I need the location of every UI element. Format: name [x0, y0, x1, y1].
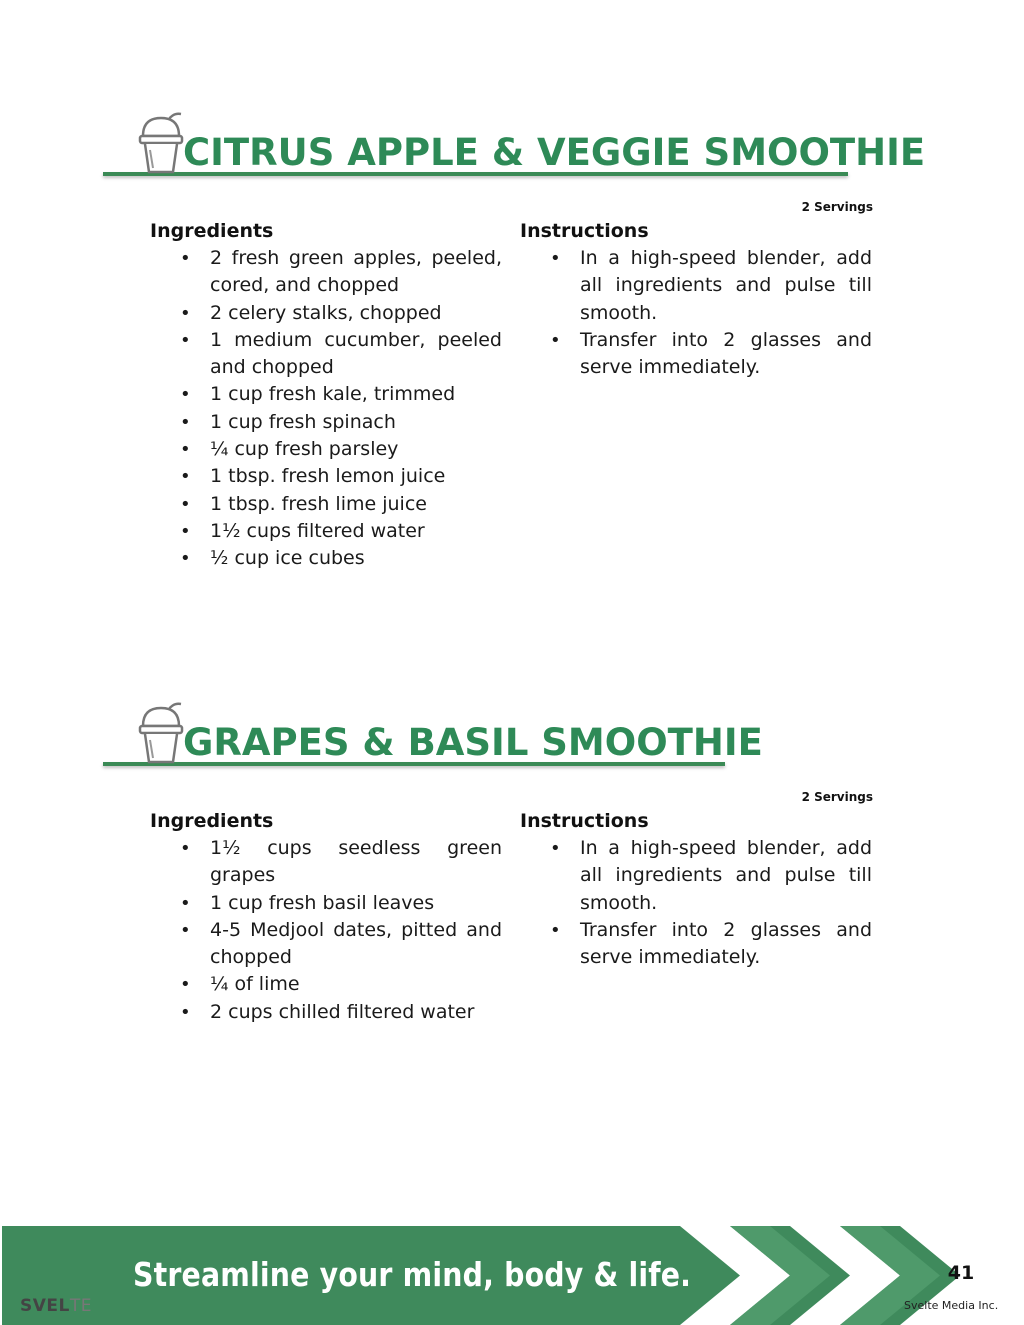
instructions-heading: Instructions: [520, 810, 649, 832]
list-item: • ¼ of lime: [210, 971, 502, 998]
list-item: • ½ cup ice cubes: [210, 545, 502, 572]
list-item: • 1 cup fresh basil leaves: [210, 890, 502, 917]
brand-logo: [20, 1296, 92, 1316]
instructions-column: [520, 218, 872, 381]
list-item: • 1 cup fresh spinach: [210, 409, 502, 436]
list-item: • In a high-speed blender, add all ingredients and pulse till smooth.: [580, 835, 872, 917]
ingredients-column: [150, 218, 502, 573]
servings-label: 2 Servings: [801, 790, 873, 804]
list-item: • 1½ cups filtered water: [210, 518, 502, 545]
list-item: • ¼ cup fresh parsley: [210, 436, 502, 463]
list-item: • 2 fresh green apples, peeled, cored, and chopped: [210, 245, 502, 300]
list-item: • 2 cups chilled filtered water: [210, 999, 502, 1026]
list-item: • 1½ cups seedless green grapes: [210, 835, 502, 890]
ingredients-heading: Ingredients: [150, 810, 274, 832]
ingredients-column: [150, 808, 502, 1026]
instructions-list: [520, 835, 872, 971]
recipe-title-bar: [103, 106, 926, 176]
page-footer: [0, 1226, 1024, 1325]
footer-slogan: Streamline your mind, body & life.: [133, 1255, 692, 1294]
recipe-title-bar: [103, 696, 763, 766]
ingredients-heading: Ingredients: [150, 220, 274, 242]
smoothie-cup-icon: [137, 700, 185, 766]
list-item: • 1 tbsp. fresh lemon juice: [210, 463, 502, 490]
instructions-heading: Instructions: [520, 220, 649, 242]
instructions-list: [520, 245, 872, 381]
list-item: • Transfer into 2 glasses and serve immediately.: [580, 917, 872, 972]
brand-logo-light: TE: [69, 1296, 92, 1316]
ingredients-list: [150, 835, 502, 1026]
list-item: • 1 tbsp. fresh lime juice: [210, 491, 502, 518]
recipe-title: CITRUS APPLE & VEGGIE SMOOTHIE: [183, 131, 926, 174]
company-name: Svelte Media Inc.: [904, 1299, 999, 1312]
brand-logo-bold: SVEL: [20, 1296, 70, 1316]
recipe-title: GRAPES & BASIL SMOOTHIE: [183, 721, 763, 764]
list-item: • In a high-speed blender, add all ingredients and pulse till smooth.: [580, 245, 872, 327]
instructions-column: [520, 808, 872, 971]
list-item: • Transfer into 2 glasses and serve immediately.: [580, 327, 872, 382]
list-item: • 1 medium cucumber, peeled and chopped: [210, 327, 502, 382]
list-item: • 4-5 Medjool dates, pitted and chopped: [210, 917, 502, 972]
ingredients-list: [150, 245, 502, 573]
list-item: • 1 cup fresh kale, trimmed: [210, 381, 502, 408]
page-number: 41: [947, 1262, 975, 1284]
smoothie-cup-icon: [137, 110, 185, 176]
servings-label: 2 Servings: [801, 200, 873, 214]
list-item: • 2 celery stalks, chopped: [210, 300, 502, 327]
